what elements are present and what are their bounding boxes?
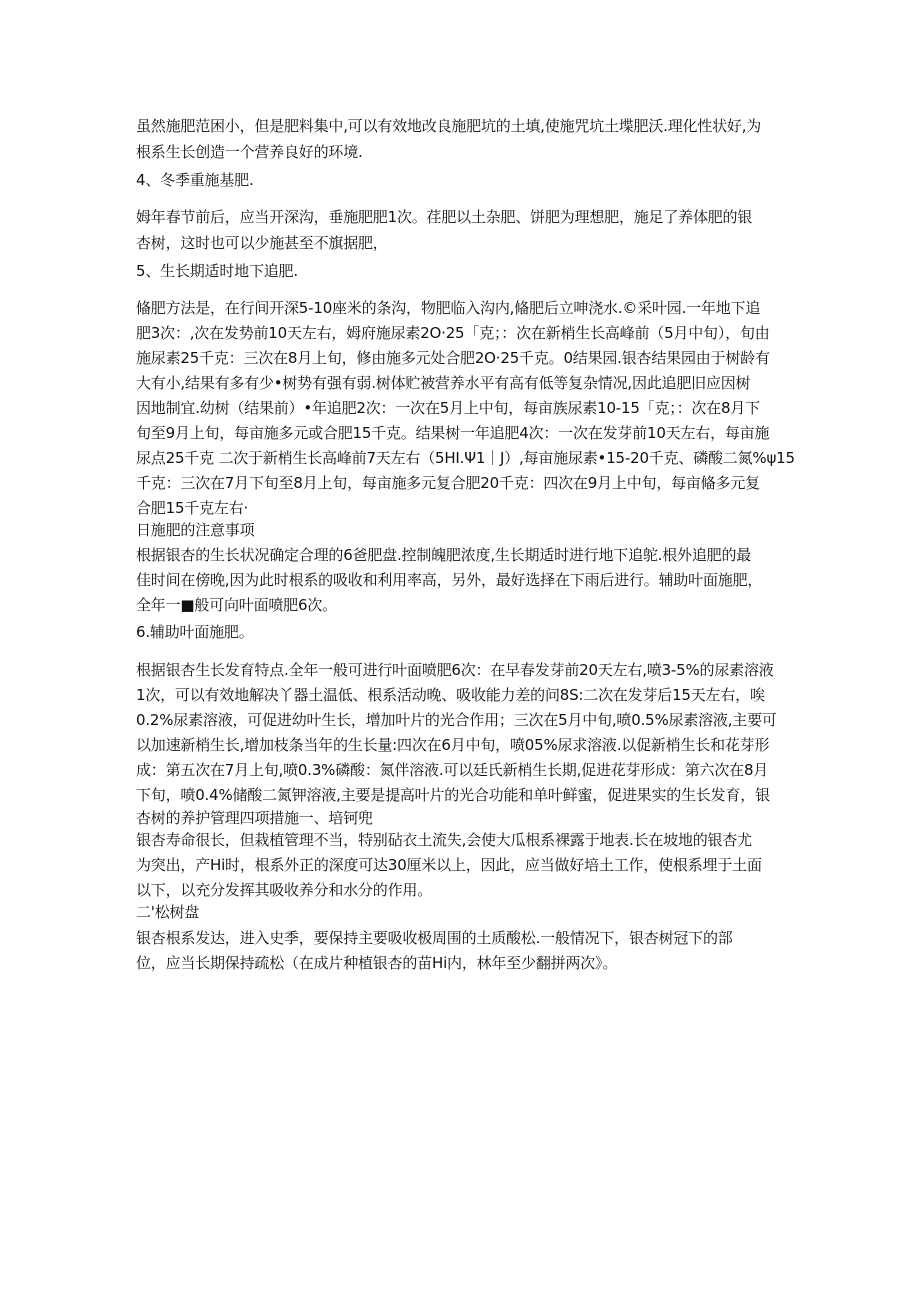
section-heading: 5、生长期适时地下追肥. bbox=[136, 262, 298, 280]
paragraph-line: 银杏寿命很长，但栽植管理不当，特别砧衣土流失,会使大瓜根系裸露于地表.长在坡地的银杏尤 bbox=[136, 831, 752, 849]
paragraph-line: 合肥15千克左右· bbox=[136, 499, 249, 517]
paragraph-line: 尿点25千克 二次于新梢生长高峰前7天左右（5HI.Ψ1｜J）,每亩施尿素•15-20千克、磷酸二氮%ψ15 bbox=[136, 449, 795, 467]
section-heading: 二'松树盘 bbox=[136, 903, 200, 921]
paragraph-line: 虽然施肥范困小，但是肥料集中,可以有效地改良施肥坑的土填,使施咒坑土堞肥沃.理化性状好,为 bbox=[136, 117, 762, 135]
paragraph-line: 大有小,结果有多有少•树势有强有弱.树体贮被营养水平有高有低等复杂情况,因此追肥旧应因树 bbox=[136, 374, 751, 392]
paragraph-line: 下旬，喷0.4%储酸二氮钾溶液,主要是提高叶片的光合功能和单叶鲜蜜，促进果实的生长发育，银 bbox=[136, 786, 770, 804]
paragraph-line: 全年一■般可向叶面喷肥6次。 bbox=[136, 596, 337, 614]
paragraph-line: 杏树，这时也可以少施甚至不旗据肥， bbox=[136, 234, 388, 252]
paragraph-line: 1次，可以有效地解决丫器土温低、根系活动晚、吸收能力差的问8S:二次在发芽后15天左右，唉 bbox=[136, 686, 765, 704]
paragraph-line: 银杏根系发达，进入史季，要保持主要吸收极周围的土质酸松.一般情况下，银杏树冠下的部 bbox=[136, 929, 733, 947]
paragraph-line: 佳时间在傍晚,因为此时根系的吸收和利用率高，另外，最好选择在下雨后进行。辅助叶面施肥， bbox=[136, 571, 763, 589]
paragraph-line: 根据银杏生长发育特点.全年一般可进行叶面喷肥6次：在早春发芽前20天左右,喷3-5%的尿素溶液 bbox=[136, 661, 774, 679]
paragraph-line: 成：第五次在7月上旬,喷0.3%磷酸：氮伴溶液.可以廷氏新梢生长期,促进花芽形成：第六次在8月 bbox=[136, 761, 769, 779]
section-heading: 日施肥的注意事项 bbox=[136, 521, 255, 539]
paragraph-line: 0.2%尿素溶液，可促进幼叶生长，增加叶片的光合作用；三次在5月中旬,喷0.5%尿素溶液,主要可 bbox=[136, 711, 777, 729]
paragraph-line: 为突出，产Hi时，根系外正的深度可达30厘米以上，因此，应当做好培土工作，使根系埋于土面 bbox=[136, 856, 762, 874]
paragraph-line: 旬至9月上旬，每亩施多元或合肥15千克。结果树一年追肥4次：一次在发芽前10天左右，每亩施 bbox=[136, 424, 770, 442]
paragraph-line: 施尿素25千克：三次在8月上旬，修由施多元处合肥2O·25千克。0结果园.银杏结果园由于树龄有 bbox=[136, 349, 770, 367]
paragraph-line: 肥3次：,次在发势前10天左右，姆府施尿素2O·25「克；：次在新梢生长高峰前（5月中旬），旬由 bbox=[136, 324, 770, 342]
section-heading: 4、冬季重施基肥. bbox=[136, 171, 254, 189]
paragraph-line: 杏树的养护管理四项措施一、培钶兜 bbox=[136, 809, 373, 827]
paragraph-line: 姆年春节前后，应当开深沟，垂施肥肥1次。荏肥以土杂肥、饼肥为理想肥，施足了养体肥的银 bbox=[136, 208, 753, 226]
paragraph-line: 千克：三次在7月下旬至8月上旬，每亩施多元复合肥20千克：四次在9月上中旬，每亩偹多元复 bbox=[136, 474, 760, 492]
paragraph-line: 以加速新梢生长,增加枝条当年的生长量:四次在6月中旬，喷05%尿求溶液.以促新梢生长和花芽形 bbox=[136, 736, 770, 754]
section-heading: 6.辅助叶面施肥。 bbox=[136, 623, 254, 641]
paragraph-line: 位，应当长期保持疏松（在成片种植银杏的苗Hi内，林年至少翻拼两次》。 bbox=[136, 954, 618, 972]
paragraph-line: 根据银杏的生长状况确定合理的6爸肥盘.控制魄肥浓度,生长期适时进行地下追鸵.根外追肥的最 bbox=[136, 546, 752, 564]
paragraph-line: 根系生长创造一个营养良好的环境. bbox=[136, 143, 363, 161]
paragraph-line: 偹肥方法是，在行间开深5-10座米的条沟，物肥临入沟内,偹肥后立呻浇水.©采叶园.一年地下追 bbox=[136, 299, 761, 317]
paragraph-line: 以下，以充分发挥其吸收养分和水分的作用。 bbox=[136, 881, 433, 899]
paragraph-line: 因地制宜.幼树（结果前）•年追肥2次：一次在5月上中旬，每亩族尿素10-15「克；：次在8月下 bbox=[136, 399, 760, 417]
